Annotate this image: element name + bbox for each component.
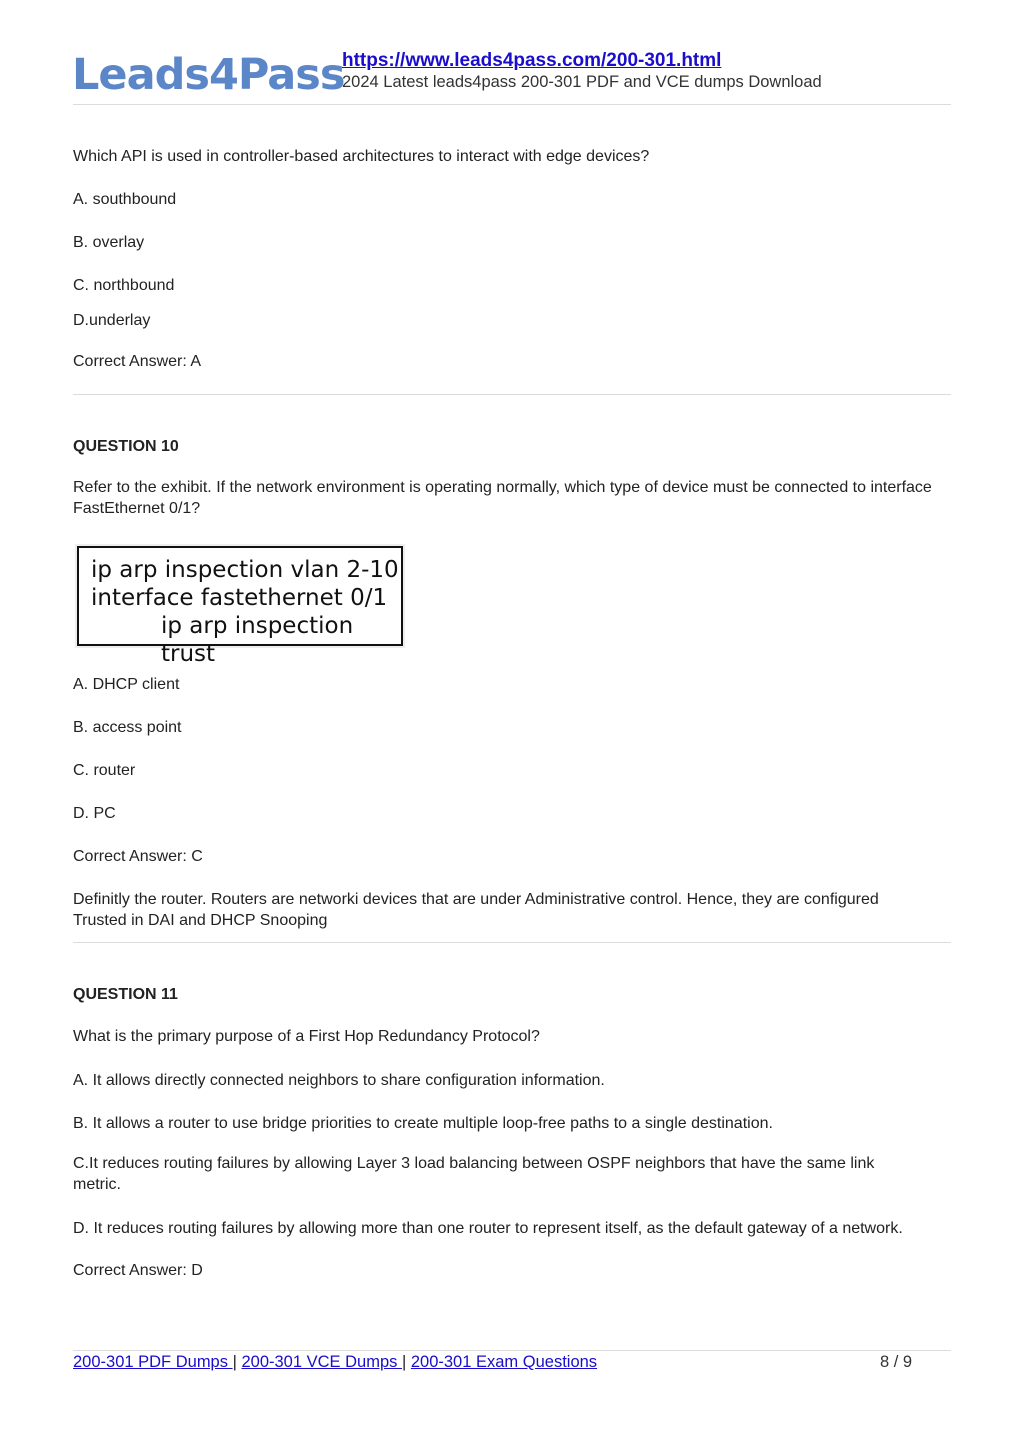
q9-option-b: B. overlay bbox=[73, 234, 145, 251]
q9-option-a: A. southbound bbox=[73, 191, 177, 208]
q11-question-text: What is the primary purpose of a First Hop Redundancy Protocol? bbox=[73, 1028, 540, 1045]
exhibit-line: ip arp inspection vlan 2-10 bbox=[91, 557, 399, 583]
section-divider bbox=[73, 394, 951, 395]
q10-option-d: D. PC bbox=[73, 805, 116, 822]
leads4pass-logo: Leads4Pass bbox=[72, 50, 345, 100]
footer-separator: | bbox=[401, 1353, 407, 1371]
exhibit-line: interface fastethernet 0/1 bbox=[91, 585, 388, 611]
header-url-link[interactable]: https://www.leads4pass.com/200-301.html bbox=[342, 50, 722, 71]
q10-exhibit-box bbox=[77, 546, 403, 667]
q11-correct-answer: Correct Answer: D bbox=[73, 1262, 203, 1279]
footer-pdf-dumps-link[interactable]: 200-301 PDF Dumps bbox=[73, 1353, 233, 1371]
q10-correct-answer: Correct Answer: C bbox=[73, 848, 203, 865]
q11-option-c: C.It reduces routing failures by allowing Layer 3 load balancing between OSPF neighbors that have the same link metric. bbox=[73, 1155, 875, 1193]
q11-title: QUESTION 11 bbox=[73, 986, 178, 1003]
footer-vce-dumps-link[interactable]: 200-301 VCE Dumps bbox=[241, 1353, 402, 1371]
q10-option-a: A. DHCP client bbox=[73, 676, 180, 693]
footer-exam-questions-link[interactable]: 200-301 Exam Questions bbox=[410, 1353, 598, 1371]
q11-option-d: D. It reduces routing failures by allowing more than one router to represent itself, as the default gateway of a network. bbox=[73, 1220, 903, 1237]
footer-links bbox=[73, 1353, 597, 1372]
footer-divider bbox=[73, 1350, 951, 1351]
q11-option-a: A. It allows directly connected neighbors to share configuration information. bbox=[73, 1072, 605, 1089]
page-number: 8 / 9 bbox=[880, 1353, 913, 1371]
q10-option-b: B. access point bbox=[73, 719, 182, 736]
q9-correct-answer: Correct Answer: A bbox=[73, 353, 202, 370]
header-divider bbox=[73, 104, 951, 105]
q10-question-text: Refer to the exhibit. If the network environment is operating normally, which type of device must be connected to interface FastEthernet 0/1? bbox=[73, 479, 932, 517]
q11-option-b: B. It allows a router to use bridge priorities to create multiple loop-free paths to a single destination. bbox=[73, 1115, 773, 1132]
q9-option-c: C. northbound bbox=[73, 277, 175, 294]
q10-explanation: Definitly the router. Routers are networki devices that are under Administrative control. Hence, they are configured Trusted in DAI and DHCP Snooping bbox=[73, 891, 879, 929]
q10-title: QUESTION 10 bbox=[73, 438, 179, 455]
footer-separator: | bbox=[232, 1353, 237, 1371]
header-subtitle: 2024 Latest leads4pass 200-301 PDF and VCE dumps Download bbox=[342, 73, 822, 91]
q9-question-text: Which API is used in controller-based architectures to interact with edge devices? bbox=[73, 148, 650, 165]
q9-option-d: D.underlay bbox=[73, 312, 151, 329]
q10-option-c: C. router bbox=[73, 762, 136, 779]
exhibit-line: ip arp inspection trust bbox=[161, 613, 354, 667]
section-divider bbox=[73, 942, 951, 943]
